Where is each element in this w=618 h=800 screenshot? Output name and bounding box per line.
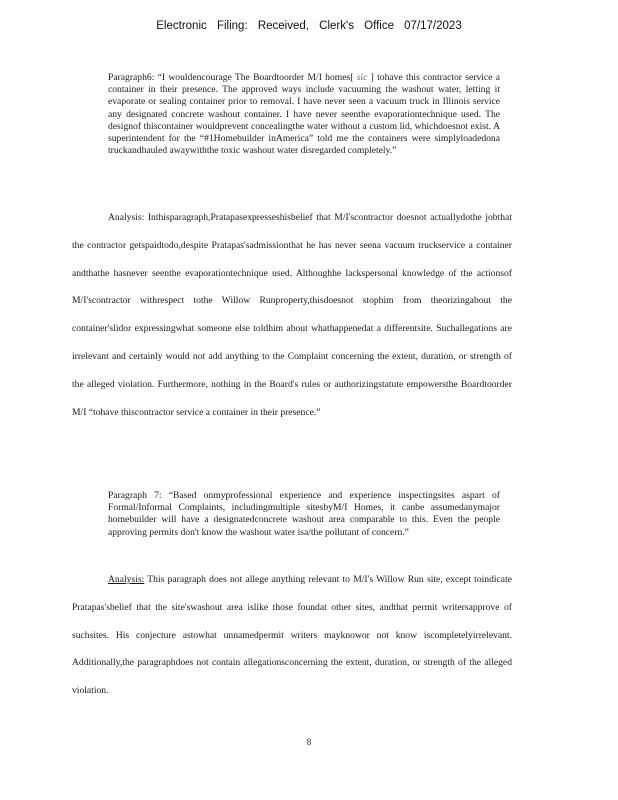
- efiling-header: Electronic Filing: Received, Clerk's Office 07/17/2023: [156, 20, 462, 32]
- paragraph-7-quote-text: Paragraph 7: “Based onmyprofessional experience and experience inspectingsites aspart of Formal/Informal Complaints, includingmultiple sitesbyM/I Homes, it canbe assumedanymajor homebuilder will have a designatedconcrete washout area comparable to this. Even the people approving permits don't know the washout water isa/the pollutant of concern.”: [108, 490, 500, 538]
- sic-marker: sic: [356, 72, 368, 83]
- page-number: 8: [306, 737, 312, 747]
- analysis-7-text: This paragraph does not allege anything relevant to M/I's Willow Run site, except toindicate Pratapas'sbelief that the site'swashout area islike those foundat other sites, andthat permit writersapprove of suchsites. His conjecture astowhat unnamedpermit writers mayknowor not know iscompletelyirrelevant. Additionally,the paragraphdoes not contain allegationsconcerning the extent, duration, or strength of the alleged violation.: [72, 574, 512, 697]
- analysis-7-label: Analysis:: [108, 574, 145, 585]
- paragraph-7-analysis: [72, 566, 512, 705]
- paragraph-7-quote: [108, 490, 500, 539]
- paragraph-6-quote-start: Paragraph6: “I wouldencourage The Boardtoorder M/I homes[: [108, 72, 354, 83]
- paragraph-6-quote-rest: ] tohave this contractor service a container in their presence. The approved ways include vacuuming the washout water, letting it evaporate or sealing container prior to removal. I have never seen a vacuum truck in Illinois service any designated concrete washout container. I have never seenthe evaporationtechnique used. The designof thiscontainer wouldprevent concealingthe water without a custom lid, whichdoesnot exist. A superintendent for the “#1Homebuilder inAmerica” told me the containers were simplyloadedona truckandhauled awaywiththe toxic washout water disregarded completely.”: [108, 72, 500, 157]
- paragraph-6-quote: [108, 72, 500, 157]
- paragraph-6-analysis: [72, 204, 512, 426]
- analysis-6-text: Analysis: Inthisparagraph,Pratapasexpresseshisbelief that M/I'scontractor doesnot actuallydothe jobthat the contractor getspaidtodo,despite Pratapas'sadmissionthat he has never seena vacuum truckservice a container andthathe hasnever seenthe evaporationtechnique used. Althoughhe lackspersonal knowledge of the actionsof M/I'scontractor withrespect tothe Willow Runproperty,thisdoesnot stophim from theorizingabout the container'slidor expressingwhat someone else toldhim about whathappenedat a differentsite. Suchallegations are irrelevant and certainly would not add anything to the Complaint concerning the extent, duration, or strength of the alleged violation. Furthermore, nothing in the Board's rules or authorizingstatute empowersthe Boardtoorder M/I “tohave thiscontractor service a container in their presence.”: [72, 212, 512, 418]
